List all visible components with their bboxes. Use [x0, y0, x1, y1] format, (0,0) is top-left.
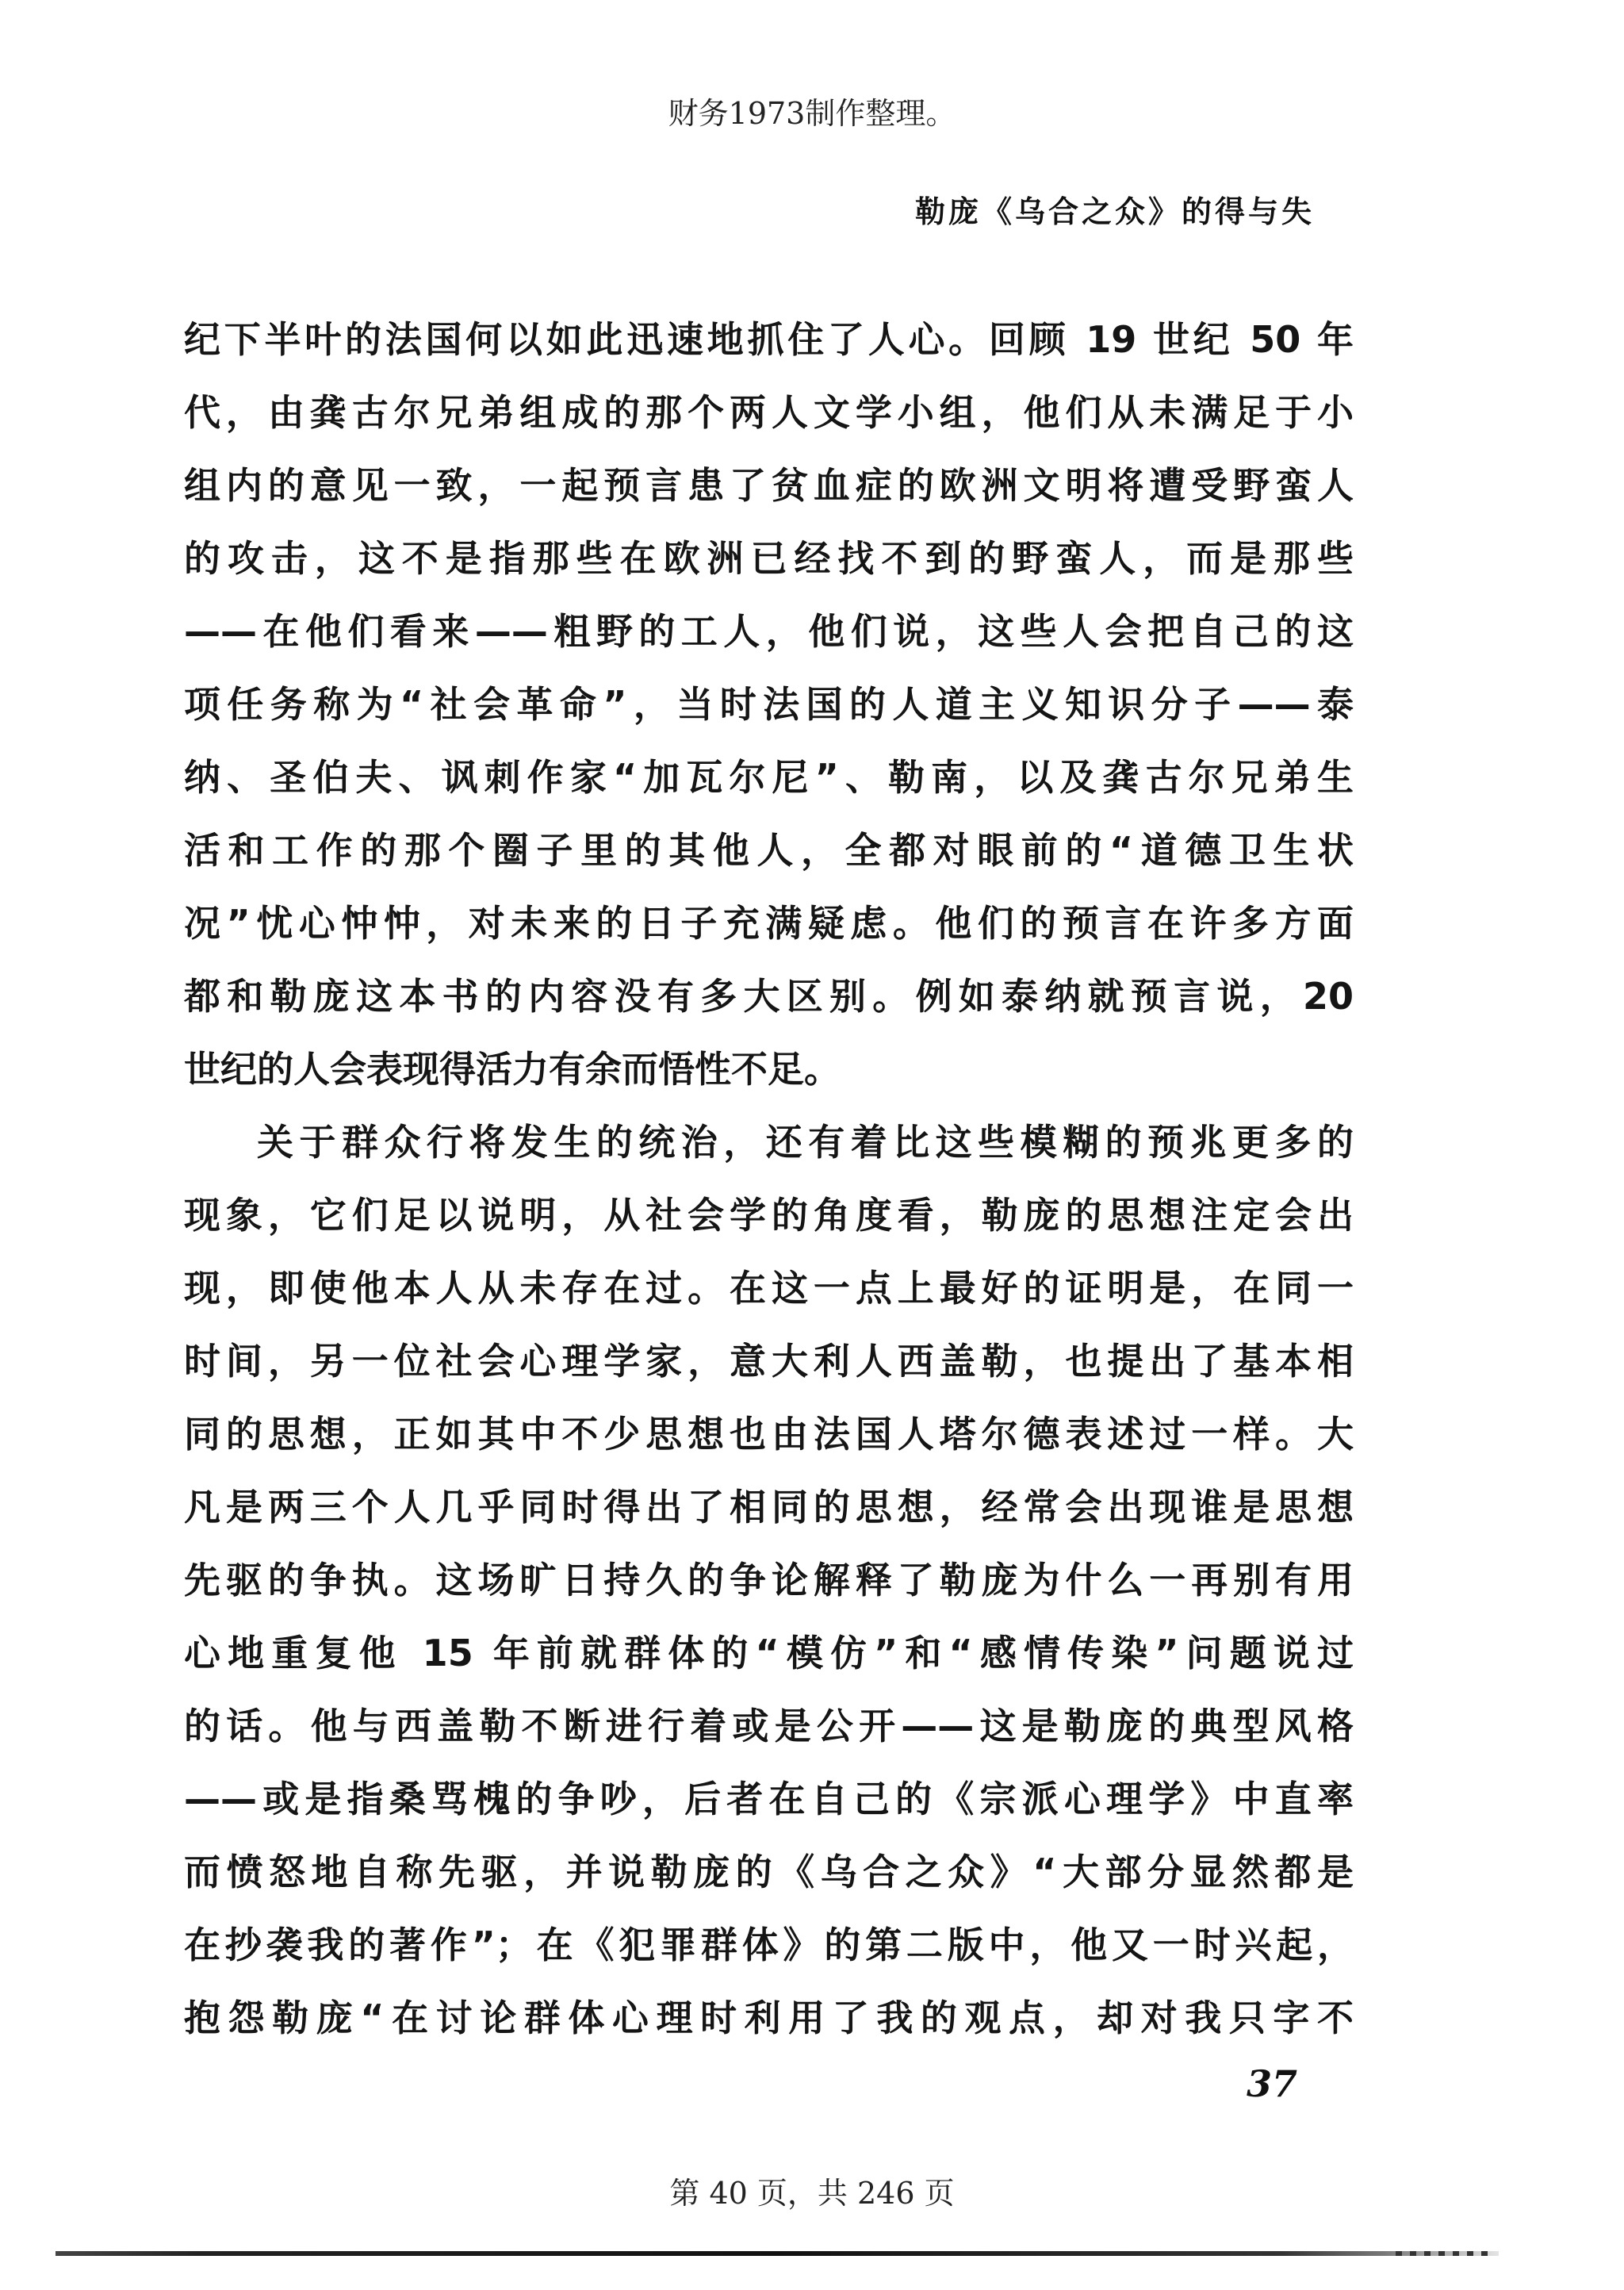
text-line: 况”忧心忡忡，对未来的日子充满疑虑。他们的预言在许多方面 — [184, 902, 1354, 945]
text-line: 时间，另一位社会心理学家，意大利人西盖勒，也提出了基本相 — [184, 1340, 1354, 1383]
text-line: 的攻击，这不是指那些在欧洲已经找不到的野蛮人，而是那些 — [184, 537, 1354, 580]
text-line: 纪下半叶的法国何以如此迅速地抓住了人心。回顾 19 世纪 50 年 — [184, 318, 1354, 361]
paragraph-1 — [184, 303, 1354, 1106]
text-line: 项任务称为“社会革命”，当时法国的人道主义知识分子——泰 — [184, 683, 1354, 726]
text-line: 凡是两三个人几乎同时得出了相同的思想，经常会出现谁是思想 — [184, 1486, 1354, 1529]
running-head: 勒庞《乌合之众》的得与失 — [914, 194, 1315, 229]
text-line: 活和工作的那个圈子里的其他人，全都对眼前的“道德卫生状 — [184, 829, 1354, 872]
text-line: 抱怨勒庞“在讨论群体心理时利用了我的观点，却对我只字不 — [184, 1997, 1354, 2039]
text-line: 关于群众行将发生的统治，还有着比这些模糊的预兆更多的 — [257, 1121, 1354, 1164]
paragraph-2 — [184, 1106, 1354, 2054]
body-text — [184, 303, 1354, 2054]
text-line: 心地重复他 15 年前就群体的“模仿”和“感情传染”问题说过 — [184, 1632, 1354, 1674]
text-line: 现，即使他本人从未存在过。在这一点上最好的证明是，在同一 — [184, 1267, 1354, 1310]
text-line: 纳、圣伯夫、讽刺作家“加瓦尔尼”、勒南，以及龚古尔兄弟生 — [184, 756, 1354, 799]
text-line: 现象，它们足以说明，从社会学的角度看，勒庞的思想注定会出 — [184, 1194, 1354, 1237]
text-line: 的话。他与西盖勒不断进行着或是公开——这是勒庞的典型风格 — [184, 1705, 1354, 1747]
text-line: ——或是指桑骂槐的争吵，后者在自己的《宗派心理学》中直率 — [184, 1778, 1354, 1820]
text-line: ——在他们看来——粗野的工人，他们说，这些人会把自己的这 — [184, 610, 1354, 653]
text-line: 而愤怒地自称先驱，并说勒庞的《乌合之众》“大部分显然都是 — [184, 1851, 1354, 1893]
text-line: 同的思想，正如其中不少思想也由法国人塔尔德表述过一样。大 — [184, 1413, 1354, 1456]
text-line: 组内的意见一致，一起预言患了贫血症的欧洲文明将遭受野蛮人 — [184, 464, 1354, 507]
text-line: 世纪的人会表现得活力有余而悟性不足。 — [184, 1048, 841, 1091]
pager-text: 第 40 页，共 246 页 — [669, 2176, 955, 2211]
watermark-text: 财务1973制作整理。 — [668, 96, 956, 131]
page-number: 37 — [1247, 2062, 1298, 2105]
scan-edge-dots — [1396, 2251, 1491, 2256]
text-line: 都和勒庞这本书的内容没有多大区别。例如泰纳就预言说，20 — [184, 975, 1354, 1018]
scan-edge-line — [56, 2251, 1499, 2256]
text-line: 先驱的争执。这场旷日持久的争论解释了勒庞为什么一再别有用 — [184, 1559, 1354, 1601]
text-line: 代，由龚古尔兄弟组成的那个两人文学小组，他们从未满足于小 — [184, 391, 1354, 434]
text-line: 在抄袭我的著作”；在《犯罪群体》的第二版中，他又一时兴起， — [184, 1924, 1354, 1966]
